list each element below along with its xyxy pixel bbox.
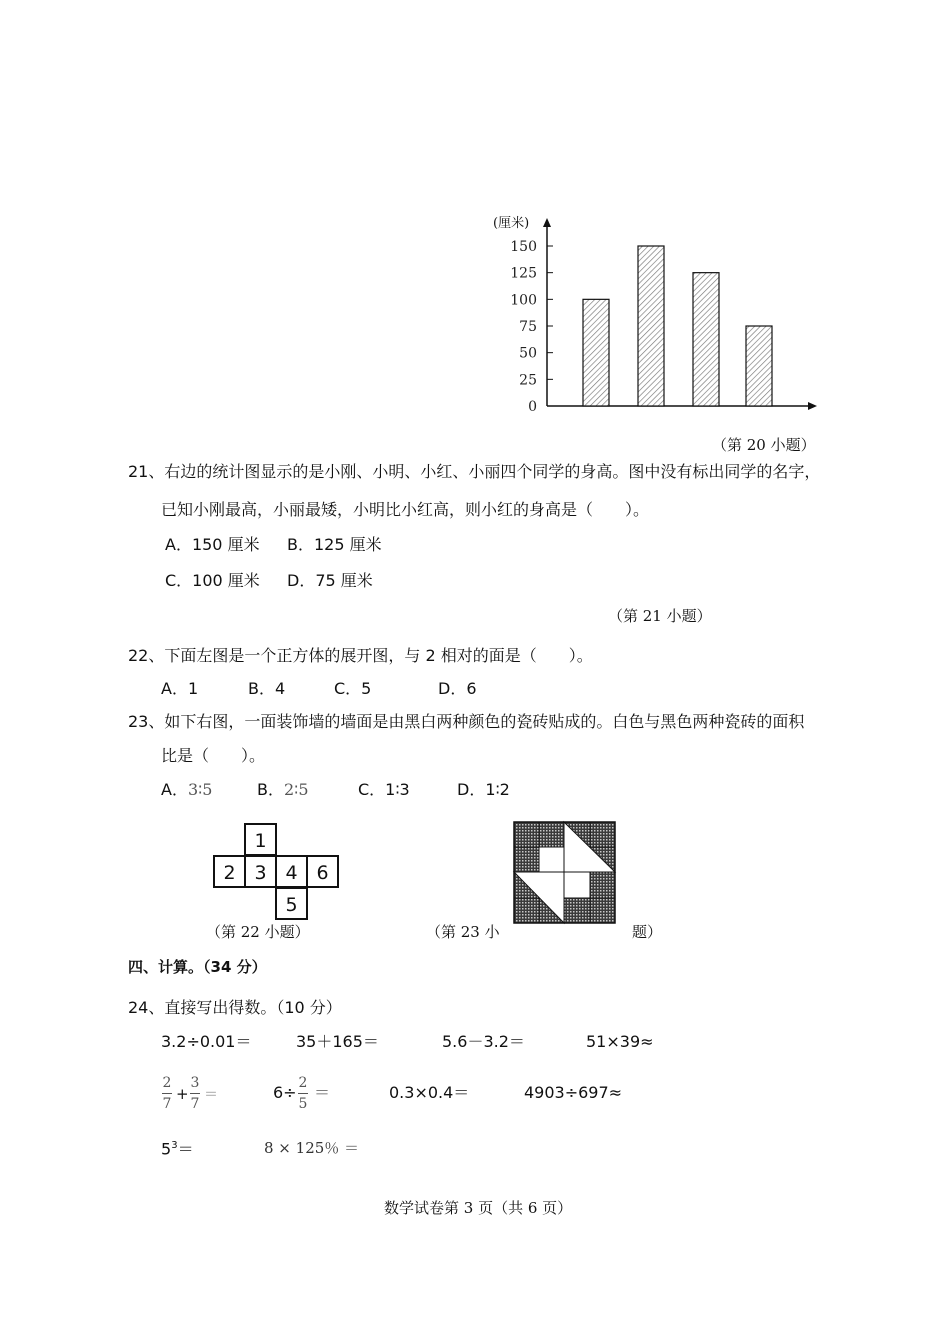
net-face-3: 3 (254, 862, 267, 884)
calc-r1-c3: 5.6－3.2＝ (442, 1032, 525, 1051)
y-axis-arrow (543, 218, 551, 227)
calc-r2-c4: 4903÷697≈ (524, 1083, 623, 1102)
q21-option-d: D．75 厘米 (287, 571, 373, 590)
q22-option-c: C．5 (334, 679, 372, 698)
figure-20-caption: （第 20 小题） (712, 436, 816, 454)
y-tick-label: 150 (510, 239, 537, 255)
q21-line2: 已知小刚最高，小丽最矮，小明比小红高，则小红的身高是（ ）。 (161, 500, 650, 519)
y-tick-label: 75 (519, 319, 537, 335)
figure-23-caption-left: （第 23 小 (426, 923, 500, 941)
q21-option-c: C．100 厘米 (165, 571, 260, 590)
net-face-2: 2 (223, 862, 236, 884)
net-face-5: 5 (285, 894, 298, 916)
q23-option-d: D．1∶2 (457, 780, 510, 799)
figure-21-caption: （第 21 小题） (608, 607, 712, 625)
y-axis-label: (厘米) (493, 216, 530, 231)
equals-sign: ＝ (314, 1083, 331, 1102)
q21-option-a: A．150 厘米 (165, 535, 260, 554)
calc-power: $5^3=$ (161, 1139, 194, 1159)
fraction-3-7: 3 7 (190, 1075, 200, 1112)
q22-option-a: A．1 (161, 679, 199, 698)
cube-net-figure (214, 823, 344, 919)
y-tick-label: 125 (510, 265, 537, 282)
bar (693, 273, 719, 406)
q22-option-d: D．6 (438, 679, 477, 698)
calc-r2-c3: 0.3×0.4＝ (389, 1083, 470, 1102)
calc-r1-c2: 35＋165＝ (296, 1032, 379, 1051)
q23-line2: 比是（ ）。 (161, 746, 266, 765)
y-tick-label: 50 (519, 345, 537, 362)
equals-sign: ＝ (204, 1087, 218, 1103)
net-face-6: 6 (316, 862, 329, 884)
y-tick-label: 25 (519, 372, 537, 389)
figure-22-caption: （第 22 小题） (206, 923, 310, 941)
fraction-2-5: 2 5 (298, 1075, 308, 1112)
q22-option-b: B．4 (248, 679, 286, 698)
section-4-heading: 四、计算。（34 分） (128, 958, 267, 976)
q23-option-b: B．2∶5 (257, 780, 309, 799)
bar (583, 299, 609, 406)
bar (746, 326, 772, 406)
q23-option-c: C．1∶3 (358, 780, 410, 799)
net-face-1: 1 (254, 830, 267, 852)
q23-line1: 23、如下右图，一面装饰墙的墙面是由黑白两种颜色的瓷砖贴成的。白色与黑色两种瓷砖的面积 (128, 712, 805, 731)
q22-text: 22、下面左图是一个正方体的展开图，与 2 相对的面是（ ）。 (128, 646, 593, 665)
y-tick-label: 100 (510, 292, 537, 309)
tile-wall-figure (513, 821, 617, 925)
q21-option-b: B．125 厘米 (287, 535, 382, 554)
calc-percent: 8 × 125％ ＝ (264, 1139, 360, 1157)
plus-sign: + (176, 1085, 189, 1103)
page-footer: 数学试卷第 3 页（共 6 页） (384, 1199, 573, 1217)
height-bar-chart (0, 0, 950, 460)
fraction-2-7a: 2 7 (162, 1075, 172, 1112)
y-tick-label: 0 (528, 399, 537, 415)
figure-23-caption-right: 题） (632, 923, 663, 941)
q23-option-a: A．3∶5 (161, 780, 213, 799)
calc-r1-c1: 3.2÷0.01＝ (161, 1032, 252, 1051)
q21-line1: 21、右边的统计图显示的是小刚、小明、小红、小丽四个同学的身高。图中没有标出同学的名字， (128, 462, 821, 481)
bar (638, 246, 664, 406)
divide-prefix: 6÷ (273, 1083, 297, 1102)
calc-r1-c4: 51×39≈ (586, 1032, 654, 1051)
x-axis-arrow (808, 402, 817, 410)
net-face-4: 4 (285, 862, 298, 884)
q24-title: 24、直接写出得数。（10 分） (128, 998, 342, 1017)
